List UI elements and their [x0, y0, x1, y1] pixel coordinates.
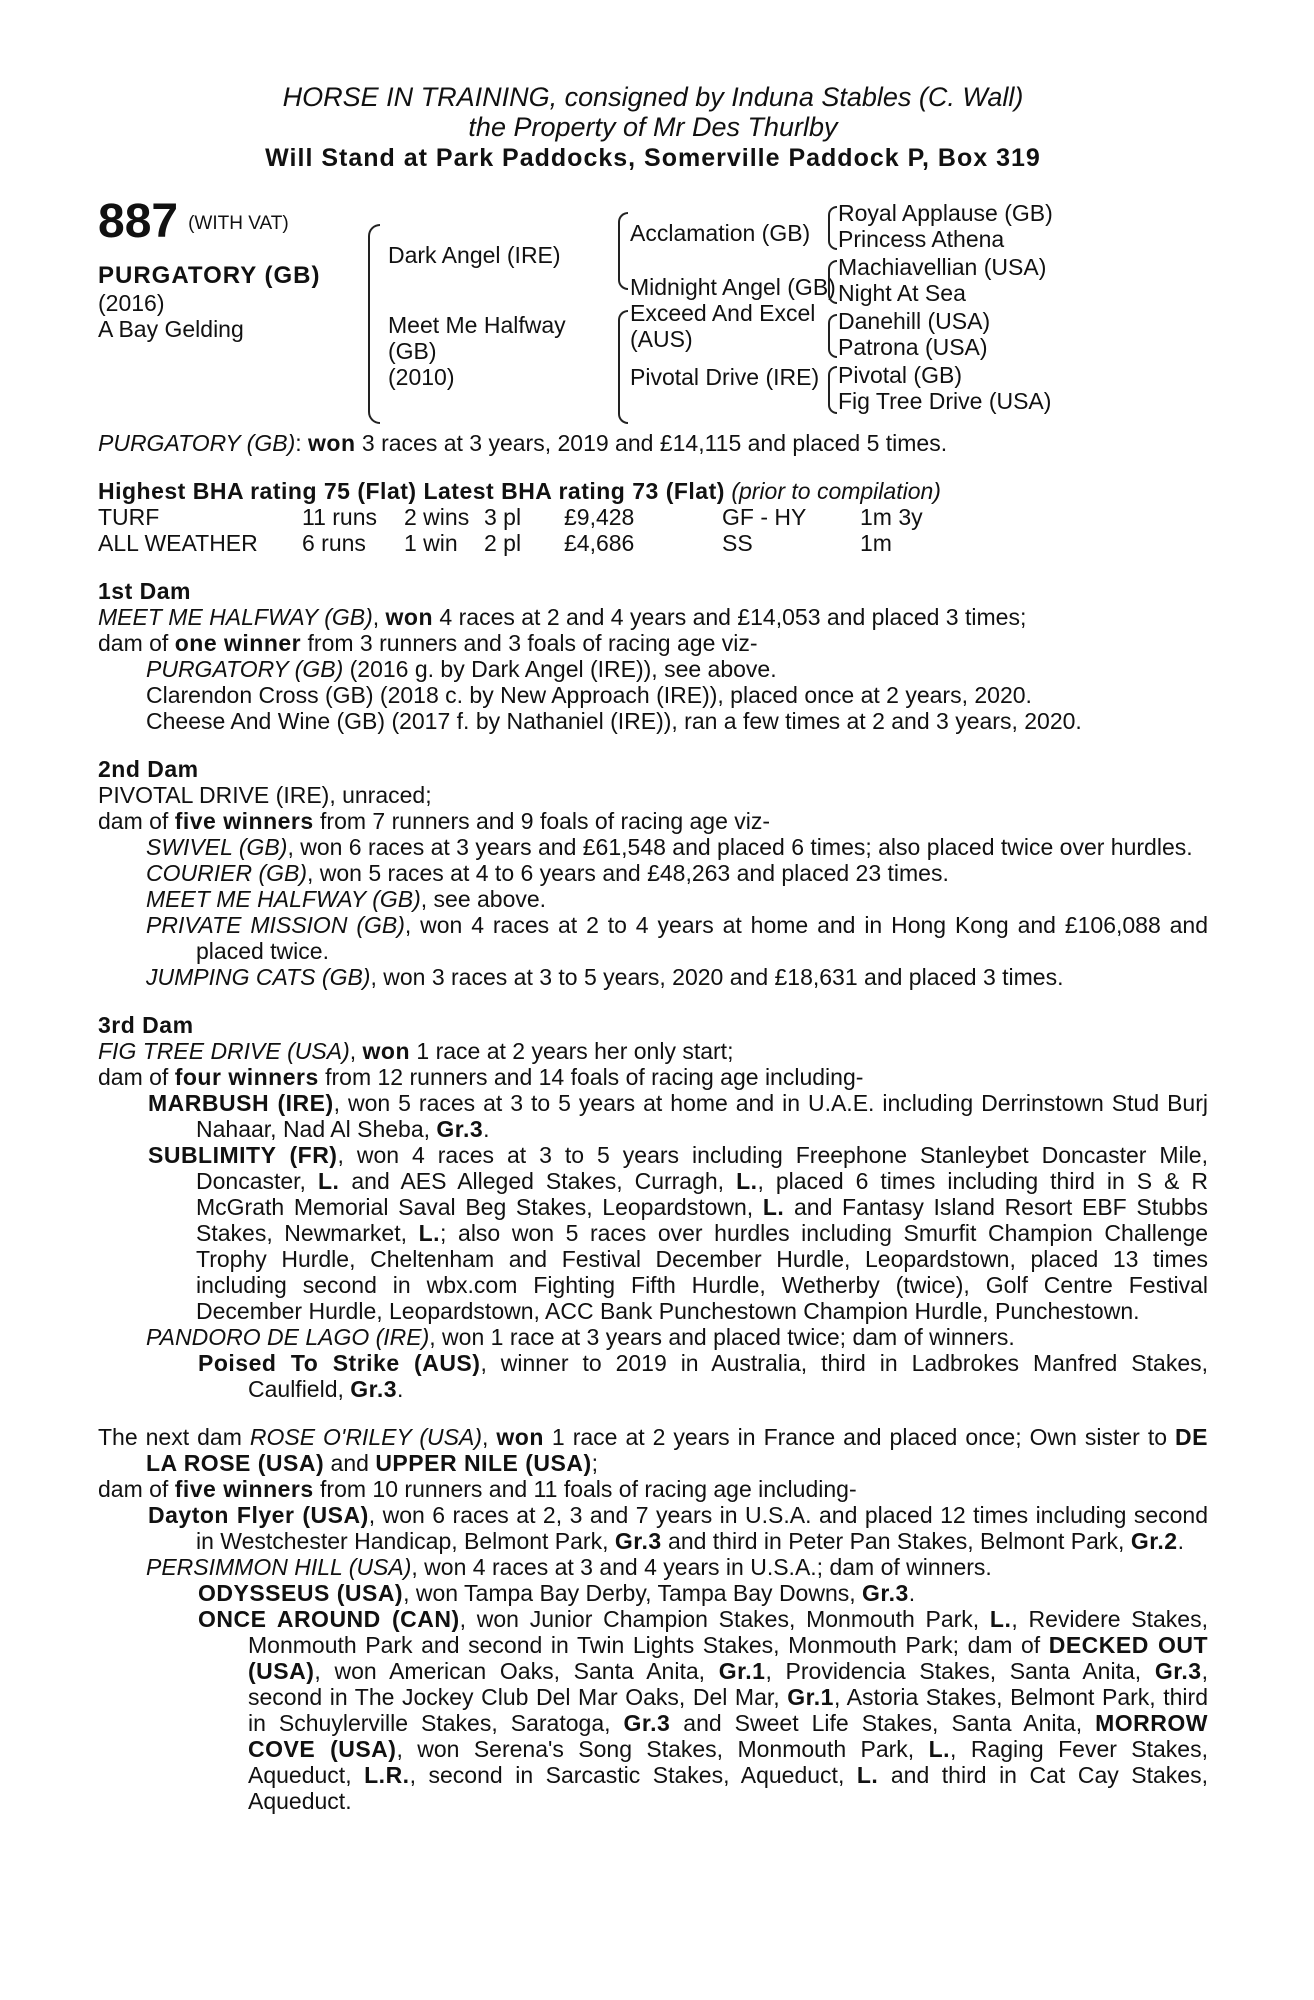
catalogue-page — [98, 82, 1208, 1814]
next-dam-produce: dam of five winners from 10 runners and 11 foals of racing age including- — [98, 1476, 857, 1502]
third-dam-heading: 3rd Dam — [98, 1012, 194, 1038]
horse-name: PURGATORY (GB) — [98, 262, 321, 289]
third-dam-produce: dam of four winners from 12 runners and 14 foals of racing age including- — [98, 1064, 864, 1090]
grandsire-3: Danehill (USA) — [838, 308, 991, 334]
second-dam-line: PIVOTAL DRIVE (IRE), unraced; — [98, 782, 432, 808]
pedigree-block — [98, 180, 1208, 414]
g-brace-4 — [828, 366, 837, 414]
horse-year: (2016) — [98, 290, 165, 316]
g-brace-2 — [828, 260, 837, 304]
first-dam-produce: dam of one winner from 3 runners and 3 foals of racing age viz- — [98, 630, 758, 656]
dam-dam: Pivotal Drive (IRE) — [630, 364, 820, 390]
grand-offspring-line: ODYSSEUS (USA), won Tampa Bay Derby, Tampa Bay Downs, Gr.3. — [198, 1580, 916, 1606]
offspring-line: Clarendon Cross (GB) (2018 c. by New Approach (IRE)), placed once at 2 years, 2020. — [146, 682, 1032, 708]
property-line: the Property of Mr Des Thurlby — [468, 112, 838, 142]
race-summary: PURGATORY (GB): won 3 races at 3 years, 2019 and £14,115 and placed 5 times. — [98, 430, 948, 456]
table-row: TURF 11 runs 2 wins 3 pl £9,428 GF - HY 1m 3y — [98, 504, 923, 530]
offspring-line: MARBUSH (IRE), won 5 races at 3 to 5 years at home and in U.A.E. including Derrinstown Stud Burj Nahaar, Nad Al Sheba, Gr.3. — [148, 1090, 1208, 1142]
offspring-line: PANDORO DE LAGO (IRE), won 1 race at 3 years and placed twice; dam of winners. — [146, 1324, 1015, 1350]
grand-offspring-line: Poised To Strike (AUS), winner to 2019 in Australia, third in Ladbrokes Manfred Stakes, Caulfield, Gr.3. — [198, 1350, 1208, 1402]
next-dam-line: The next dam ROSE O'RILEY (USA), won 1 race at 2 years in France and placed once; Own sister to DE LA ROSE (USA) and UPPER NILE (USA); — [98, 1424, 1208, 1476]
dam-brace — [618, 310, 628, 424]
grandsire-1: Royal Applause (GB) — [838, 200, 1053, 226]
second-dam-heading: 2nd Dam — [98, 756, 199, 782]
sire-brace — [618, 212, 628, 290]
second-dam-produce: dam of five winners from 7 runners and 9 foals of racing age viz- — [98, 808, 771, 834]
g-brace-3 — [828, 314, 837, 358]
third-dam-line: FIG TREE DRIVE (USA), won 1 race at 2 years her only start; — [98, 1038, 734, 1064]
dam-sire-line1: Exceed And Excel — [630, 300, 816, 326]
offspring-line: PRIVATE MISSION (GB), won 4 races at 2 to 4 years at home and in Hong Kong and £106,088 and placed twice. — [146, 912, 1209, 964]
grandsire-2: Machiavellian (USA) — [838, 254, 1047, 280]
granddam-4: Fig Tree Drive (USA) — [838, 388, 1052, 414]
offspring-line: MEET ME HALFWAY (GB), see above. — [146, 886, 547, 912]
granddam-2: Night At Sea — [838, 280, 966, 306]
sire-dam: Midnight Angel (GB) — [630, 274, 836, 300]
ratings-line: Highest BHA rating 75 (Flat) Latest BHA rating 73 (Flat) (prior to compilation) — [98, 478, 941, 504]
vat-note: (WITH VAT) — [188, 213, 289, 235]
grand-offspring-line: ONCE AROUND (CAN), won Junior Champion Stakes, Monmouth Park, L., Revidere Stakes, Monmouth Park and second in Twin Lights Stakes, Monmouth Park; dam of DECKED OUT (USA), won American Oaks, Santa Anita, Gr.1, Providencia Stakes, Santa Anita, Gr.3, second in The Jockey Club Del Mar Oaks, Del Mar, Gr.1, Astoria Stakes, Belmont Park, third in Schuylerville Stakes, Saratoga, Gr.3 and Sweet Life Stakes, Santa Anita, MORROW COVE (USA), won Serena's Song Stakes, Monmouth Park, L., Raging Fever Stakes, Aqueduct, L.R., second in Sarcastic Stakes, Aqueduct, L. and third in Cat Cay Stakes, Aqueduct. — [198, 1606, 1208, 1814]
lot-number-row — [98, 194, 289, 249]
sire-sire: Acclamation (GB) — [630, 220, 811, 246]
grandsire-4: Pivotal (GB) — [838, 362, 962, 388]
consignor-line: HORSE IN TRAINING, consigned by Induna Stables (C. Wall) — [282, 82, 1024, 112]
sire-name: Dark Angel (IRE) — [388, 242, 561, 268]
dam-name-line1: Meet Me Halfway — [388, 312, 566, 338]
offspring-line: JUMPING CATS (GB), won 3 races at 3 to 5 years, 2020 and £18,631 and placed 3 times. — [146, 964, 1064, 990]
dam-sire-line2: (AUS) — [630, 326, 693, 352]
first-dam-line: MEET ME HALFWAY (GB), won 4 races at 2 and 4 years and £14,053 and placed 3 times; — [98, 604, 1027, 630]
racing-stats-table — [98, 504, 923, 556]
offspring-line: SWIVEL (GB), won 6 races at 3 years and £61,548 and placed 6 times; also placed twice over hurdles. — [146, 834, 1193, 860]
horse-description: A Bay Gelding — [98, 316, 244, 342]
offspring-line: SUBLIMITY (FR), won 4 races at 3 to 5 years including Freephone Stanleybet Doncaster Mile, Doncaster, L. and AES Alleged Stakes, Curragh, L., placed 6 times including third in S & R McGrath Memorial Saval Beg Stakes, Leopardstown, L. and Fantasy Island Resort EBF Stubbs Stakes, Newmarket, L.; also won 5 races over hurdles including Smurfit Champion Challenge Trophy Hurdle, Cheltenham and Festival December Hurdle, Leopardstown, placed 13 times including second in wbx.com Fighting Fifth Hurdle, Wetherby (twice), Golf Centre Festival December Hurdle, Leopardstown, ACC Bank Punchestown Champion Hurdle, Punchestown. — [148, 1142, 1209, 1324]
offspring-line: PERSIMMON HILL (USA), won 4 races at 3 and 4 years in U.S.A.; dam of winners. — [146, 1554, 992, 1580]
dam-year: (2010) — [388, 364, 455, 390]
offspring-line: COURIER (GB), won 5 races at 4 to 6 years and £48,263 and placed 23 times. — [146, 860, 949, 886]
g-brace-1 — [828, 206, 837, 250]
sire-dam-brace — [368, 224, 380, 424]
offspring-line: PURGATORY (GB) (2016 g. by Dark Angel (IRE)), see above. — [146, 656, 777, 682]
offspring-line: Cheese And Wine (GB) (2017 f. by Nathaniel (IRE)), ran a few times at 2 and 3 years, 2020. — [146, 708, 1082, 734]
granddam-3: Patrona (USA) — [838, 334, 988, 360]
table-row: ALL WEATHER 6 runs 1 win 2 pl £4,686 SS 1m — [98, 530, 892, 556]
dam-name-line2: (GB) — [388, 338, 437, 364]
location-line: Will Stand at Park Paddocks, Somerville Paddock P, Box 319 — [265, 144, 1041, 172]
lot-number: 887 — [98, 195, 179, 248]
granddam-1: Princess Athena — [838, 226, 1005, 252]
offspring-line: Dayton Flyer (USA), won 6 races at 2, 3 and 7 years in U.S.A. and placed 12 times including second in Westchester Handicap, Belmont Park, Gr.3 and third in Peter Pan Stakes, Belmont Park, Gr.2. — [148, 1502, 1209, 1554]
first-dam-heading: 1st Dam — [98, 578, 191, 604]
